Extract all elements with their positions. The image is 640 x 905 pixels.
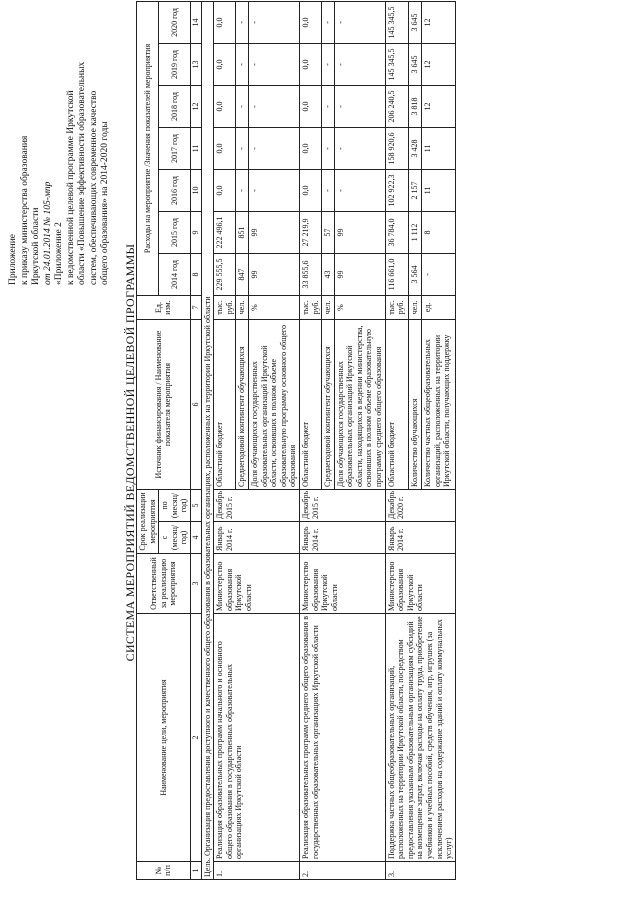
value-cell: - bbox=[236, 85, 249, 127]
indicator-unit: % bbox=[248, 295, 299, 319]
value-cell: 0,0 bbox=[214, 43, 236, 85]
header-name: Наименование цели, мероприятия bbox=[137, 614, 191, 862]
header-responsible: Ответственный за реализацию мероприятия bbox=[137, 554, 191, 614]
value-cell: - bbox=[334, 169, 385, 211]
term-from: Январь 2014 г. bbox=[385, 522, 455, 554]
header-term: Срок реализации мероприятия bbox=[137, 489, 159, 553]
value-cell: 12 bbox=[422, 43, 456, 85]
value-cell: 3 564 bbox=[409, 253, 422, 295]
value-cell: 0,0 bbox=[214, 169, 236, 211]
header-year: 2017 год bbox=[159, 127, 191, 169]
indicator-unit: ед. bbox=[422, 295, 456, 319]
value-cell: 57 bbox=[322, 211, 335, 253]
value-cell: 145 345,5 bbox=[385, 1, 408, 43]
responsible: Министерство образования Иркутской области bbox=[299, 554, 385, 614]
indicator-unit: тыс. руб. bbox=[299, 295, 321, 319]
value-cell: 0,0 bbox=[299, 1, 321, 43]
appendix-line: систем, обеспечивающих современное качество bbox=[88, 90, 99, 285]
appendix-block bbox=[8, 5, 112, 285]
value-cell: 99 bbox=[334, 211, 385, 253]
header-year: 2014 год bbox=[159, 253, 191, 295]
value-cell: 158 920,6 bbox=[385, 127, 408, 169]
header-source: Источник финансирования / Наименование показателя мероприятия bbox=[137, 319, 191, 489]
column-number: 11 bbox=[190, 127, 201, 169]
value-cell: 27 219,9 bbox=[299, 211, 321, 253]
responsible: Министерство образования Иркутской области bbox=[214, 554, 300, 614]
goal-row: Цель. Организация предоставления доступного и качественного общего образования в образовательных организациях, расположенных на территории Иркутской области bbox=[201, 1, 214, 879]
value-cell: 33 855,6 bbox=[299, 253, 321, 295]
header-year: 2018 год bbox=[159, 85, 191, 127]
value-cell: 11 bbox=[422, 169, 456, 211]
value-cell: - bbox=[322, 169, 335, 211]
indicator-label: Областной бюджет bbox=[299, 319, 321, 489]
header-year: 2020 год bbox=[159, 1, 191, 43]
value-cell: 99 bbox=[248, 211, 299, 253]
value-cell: - bbox=[236, 1, 249, 43]
value-cell: 145 345,5 bbox=[385, 43, 408, 85]
value-cell: 3 645 bbox=[409, 1, 422, 43]
row-number: 3. bbox=[385, 862, 455, 880]
indicator-label: Среднегодовой контингент обучающихся bbox=[236, 319, 249, 489]
value-cell: - bbox=[248, 43, 299, 85]
value-cell: - bbox=[334, 43, 385, 85]
value-cell: - bbox=[322, 1, 335, 43]
appendix-line: области «Повышение эффективности образовательных bbox=[77, 61, 87, 285]
value-cell: - bbox=[422, 253, 456, 295]
term-to: Декабрь 2015 г. bbox=[299, 489, 385, 521]
value-cell: 0,0 bbox=[299, 169, 321, 211]
indicator-unit: тыс. руб. bbox=[385, 295, 408, 319]
measure-name: Поддержка частных общеобразовательных организаций, расположенных на территории Иркутской области, посредством предоставления указанным образовательным организациям субсидий на возмещение затрат, включая расходы на оплату труда, приобретение учебников и учебных пособий, средств обучения, игр, игрушек (за исключением расходов на содержание зданий и оплату коммунальных услуг) bbox=[385, 614, 455, 862]
indicator-label: Среднегодовой контингент обучающихся bbox=[322, 319, 335, 489]
indicator-label: Областной бюджет bbox=[214, 319, 236, 489]
value-cell: 206 240,5 bbox=[385, 85, 408, 127]
value-cell: - bbox=[248, 127, 299, 169]
column-number: 8 bbox=[190, 253, 201, 295]
document-title: СИСТЕМА МЕРОПРИЯТИЙ ВЕДОМСТВЕННОЙ ЦЕЛЕВОЙ ПРОГРАММЫ bbox=[123, 243, 137, 662]
column-number: 5 bbox=[190, 489, 201, 521]
appendix-line: Иркутской области bbox=[31, 207, 41, 285]
value-cell: - bbox=[236, 127, 249, 169]
value-cell: 99 bbox=[248, 253, 299, 295]
value-cell: - bbox=[248, 1, 299, 43]
measure-name: Реализация образовательных программ начального и основного общего образования в государственных образовательных организациях Иркутской области bbox=[214, 614, 300, 862]
header-year: 2015 год bbox=[159, 211, 191, 253]
header-num: № п/п bbox=[137, 862, 191, 880]
indicator-unit: чел. bbox=[322, 295, 335, 319]
header-year: 2019 год bbox=[159, 43, 191, 85]
value-cell: 0,0 bbox=[214, 127, 236, 169]
header-expenses: Расходы на мероприятие /Значения показателей мероприятия bbox=[137, 1, 159, 295]
indicator-unit: тыс. руб. bbox=[214, 295, 236, 319]
column-number: 10 bbox=[190, 169, 201, 211]
appendix-line: к ведомственной целевой программе Иркутской bbox=[65, 90, 76, 285]
value-cell: 222 496,1 bbox=[214, 211, 236, 253]
value-cell: 102 922,3 bbox=[385, 169, 408, 211]
value-cell: 12 bbox=[422, 1, 456, 43]
value-cell: 3 818 bbox=[409, 85, 422, 127]
indicator-unit: % bbox=[334, 295, 385, 319]
value-cell: 0,0 bbox=[299, 43, 321, 85]
column-number: 12 bbox=[190, 85, 201, 127]
column-number: 2 bbox=[190, 614, 201, 862]
indicator-label: Количество частных общеобразовательных организаций, расположенных на территории Иркутской области, получающих поддержку bbox=[422, 319, 456, 489]
row-number: 1. bbox=[214, 862, 300, 880]
value-cell: 0,0 bbox=[299, 85, 321, 127]
term-from: Январь 2014 г. bbox=[299, 522, 385, 554]
column-number: 14 bbox=[190, 1, 201, 43]
header-unit: Ед. изм. bbox=[137, 295, 191, 319]
value-cell: - bbox=[236, 43, 249, 85]
term-to: Декабрь 2020 г. bbox=[385, 489, 455, 521]
column-number: 4 bbox=[190, 522, 201, 554]
value-cell: 847 bbox=[236, 253, 249, 295]
header-to: по (месяц/ год) bbox=[159, 489, 191, 521]
header-from: с (месяц/ год) bbox=[159, 522, 191, 554]
appendix-line: Приложение bbox=[8, 234, 18, 285]
measure-name: Реализация образовательных программ среднего общего образования в государственных образовательных организациях Иркутской области bbox=[299, 614, 385, 862]
indicator-label: Областной бюджет bbox=[385, 319, 408, 489]
column-number: 7 bbox=[190, 295, 201, 319]
value-cell: 12 bbox=[422, 85, 456, 127]
value-cell: - bbox=[334, 127, 385, 169]
column-number: 13 bbox=[190, 43, 201, 85]
value-cell: 43 bbox=[322, 253, 335, 295]
value-cell: 3 428 bbox=[409, 127, 422, 169]
value-cell: - bbox=[322, 127, 335, 169]
value-cell: - bbox=[322, 43, 335, 85]
value-cell: 99 bbox=[334, 253, 385, 295]
indicator-unit: чел. bbox=[409, 295, 422, 319]
value-cell: - bbox=[322, 85, 335, 127]
row-number: 2. bbox=[299, 862, 385, 880]
indicator-label: Доля обучающихся государственных образовательных организаций Иркутской области, находящихся в ведении министерства, освоивших в полном объеме образовательную программу среднего общего образования bbox=[334, 319, 385, 489]
value-cell: 1 112 bbox=[409, 211, 422, 253]
appendix-line: «Приложение 2 bbox=[54, 222, 64, 285]
value-cell: 851 bbox=[236, 211, 249, 253]
value-cell: - bbox=[248, 169, 299, 211]
column-number: 1 bbox=[190, 862, 201, 880]
indicator-unit: чел. bbox=[236, 295, 249, 319]
value-cell: - bbox=[334, 1, 385, 43]
appendix-line: к приказу министерства образования bbox=[19, 135, 30, 285]
value-cell: 0,0 bbox=[214, 85, 236, 127]
value-cell: 8 bbox=[422, 211, 456, 253]
term-from: Январь 2014 г. bbox=[214, 522, 300, 554]
value-cell: 229 555,5 bbox=[214, 253, 236, 295]
value-cell: 2 157 bbox=[409, 169, 422, 211]
value-cell: - bbox=[334, 85, 385, 127]
value-cell: 11 bbox=[422, 127, 456, 169]
appendix-line: общего образования» на 2014-2020 годы bbox=[100, 121, 110, 285]
appendix-order-number: от 24.01.2014 № 105-мпр bbox=[42, 181, 53, 285]
header-year: 2016 год bbox=[159, 169, 191, 211]
indicator-label: Количество обучающихся bbox=[409, 319, 422, 489]
column-number: 3 bbox=[190, 554, 201, 614]
column-number: 9 bbox=[190, 211, 201, 253]
responsible: Министерство образования Иркутской области bbox=[385, 554, 455, 614]
value-cell: 36 784,0 bbox=[385, 211, 408, 253]
program-table bbox=[136, 1, 456, 880]
value-cell: 0,0 bbox=[214, 1, 236, 43]
value-cell: 116 661,0 bbox=[385, 253, 408, 295]
value-cell: 0,0 bbox=[299, 127, 321, 169]
term-to: Декабрь 2015 г. bbox=[214, 489, 300, 521]
value-cell: 3 645 bbox=[409, 43, 422, 85]
indicator-label: Доля обучающихся государственных образовательных организаций Иркутской области, освоивших в полном объеме образовательную программу основного общего образования bbox=[248, 319, 299, 489]
column-number: 6 bbox=[190, 319, 201, 489]
value-cell: - bbox=[236, 169, 249, 211]
value-cell: - bbox=[248, 85, 299, 127]
